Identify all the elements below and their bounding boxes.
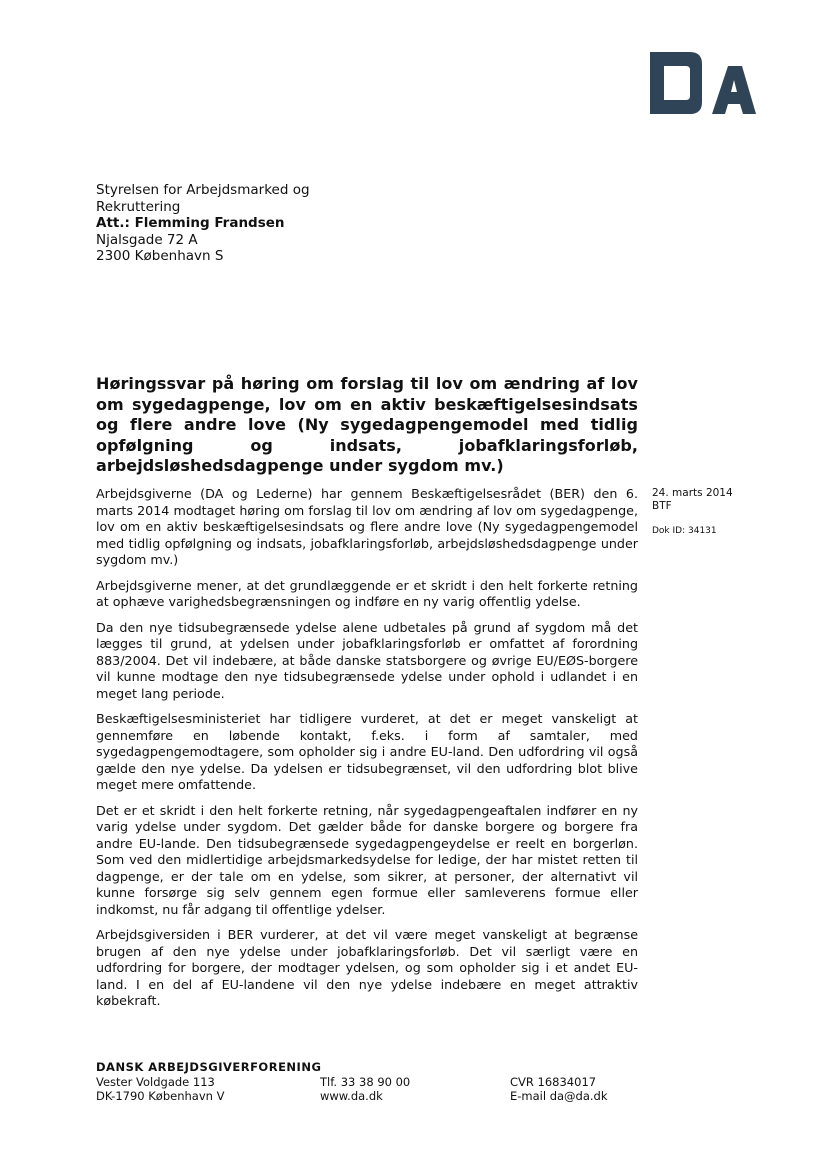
side-metadata [652,487,733,538]
da-logo [650,52,756,114]
footer-web-link[interactable]: www.da.dk [320,1089,383,1103]
recipient-street: Njalsgade 72 A [96,231,198,248]
recipient-city: 2300 København S [96,248,224,265]
paragraph: Arbejdsgiverne mener, at det grundlæggende er et skridt i den helt forkerte retning at ophæve varighedsbegrænsningen og indføre en ny varig offentlig ydelse. [96,577,638,609]
paragraph: Det er et skridt i den helt forkerte retning, når sygedagpengeaftalen indfører en ny varig ydelse under sygdom. Det gælder både for danske borgere og borgere fra andre EU-lande. Den tidsubegrænsede sygedagpengeydelse er reelt en borgerløn. Som ved den midlertidige arbejdsmarkedsydelse for ledige, der har mistet retten til dagpenge, er der tale om en ydelse, som sikrer, at personer, der alternativt vil kunne forsørge sig selv gennem egen formue eller samleverens formue eller indkomst, nu får adgang til offentlige ydelser. [96,802,638,917]
document-title: Høringssvar på høring om forslag til lov om ændring af lov om sygedagpenge, lov om en aktiv beskæftigelsesindsats og flere andre love (Ny sygedagpengemodel med tidlig opfølgning og indsats, jobafklaringsforløb, arbejdsløshedsdagpenge under sygdom mv.) [96,374,638,475]
footer-address1: Vester Voldgade 113 [96,1074,215,1089]
footer [96,1060,736,1104]
recipient-att: Att.: Flemming Frandsen [96,215,285,232]
recipient-line2: Rekruttering [96,198,181,215]
footer-email-link[interactable]: E-mail da@da.dk [510,1089,608,1103]
footer-cvr: CVR 16834017 [510,1074,597,1089]
recipient-line1: Styrelsen for Arbejdsmarked og [96,182,310,198]
side-doc-id: Dok ID: 34131 [652,526,717,536]
side-initials: BTF [652,500,672,512]
paragraph: Arbejdsgiversiden i BER vurderer, at det vil være meget vanskeligt at begrænse brugen af den nye ydelse under jobafklaringsforløb. Det vil særligt være en udfordring for borgere, der modtager ydelsen, og som opholder sig i et andet EU-land. I en del af EU-landene vil den nye ydelse indebære en meget attraktiv købekraft. [96,927,638,1008]
footer-org: DANSK ARBEJDSGIVERFORENING [96,1060,322,1074]
side-date: 24. marts 2014 [652,487,733,499]
footer-address2: DK-1790 København V [96,1089,225,1103]
paragraph: Da den nye tidsubegrænsede ydelse alene udbetales på grund af sygdom må det lægges til grund, at ydelsen under jobafklaringsforløb er omfattet af forordning 883/2004. Det vil indebære, at både danske statsborgere og øvrige EU/EØS-borgere vil kunne modtage den nye tidsubegrænsede ydelse under ophold i udlandet i en meget lang periode. [96,619,638,701]
footer-phone: Tlf. 33 38 90 00 [320,1074,411,1089]
document-body [96,486,638,1019]
paragraph: Arbejdsgiverne (DA og Lederne) har gennem Beskæftigelsesrådet (BER) den 6. marts 2014 modtaget høring om forslag til lov om ændring af lov om sygedagpenge, lov om en aktiv beskæftigelsesindsats og flere andre love (Ny sygedagpengemodel med tidlig opfølgning og indsats, jobafklaringsforløb, arbejdsløshedsdagpenge under sygdom mv.) [96,486,638,567]
paragraph: Beskæftigelsesministeriet har tidligere vurderet, at det er meget vanskeligt at gennemføre en løbende kontakt, f.eks. i form af samtaler, med sygedagpengemodtagere, som opholder sig i andre EU-land. Den udfordring vil også gælde den nye ydelse. Da ydelsen er tidsubegrænset, vil den udfordring blot blive meget mere omfattende. [96,711,638,792]
recipient-address [96,182,310,265]
